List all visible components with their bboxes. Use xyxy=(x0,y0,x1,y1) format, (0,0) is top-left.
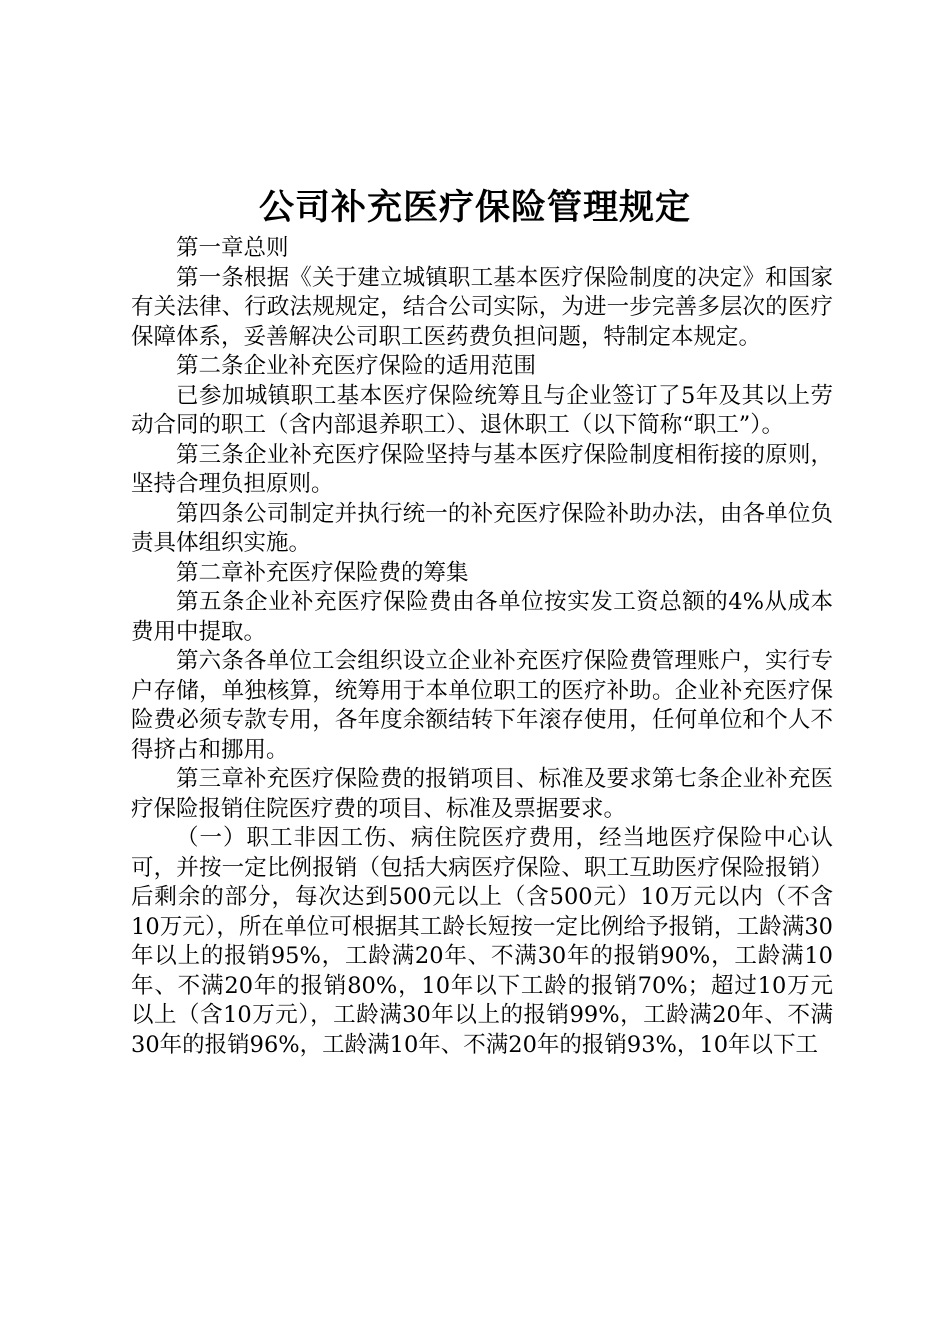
article-paragraph: 第六条各单位工会组织设立企业补充医疗保险费管理账户，实行专户存储，单独核算，统筹用于本单位职工的医疗补助。企业补充医疗保险费必须专款专用，各年度余额结转下年滚存使用，任何单位和个人不得挤占和挪用。 xyxy=(131,648,833,763)
article-paragraph: 第一条根据《关于建立城镇职工基本医疗保险制度的决定》和国家有关法律、行政法规规定，结合公司实际，为进一步完善多层次的医疗保障体系，妥善解决公司职工医药费负担问题，特制定本规定。 xyxy=(131,264,833,350)
article-paragraph: 第五条企业补充医疗保险费由各单位按实发工资总额的4%从成本费用中提取。 xyxy=(131,589,833,645)
article-paragraph: 已参加城镇职工基本医疗保险统筹且与企业签订了5年及其以上劳动合同的职工（含内部退养职工）、退休职工（以下简称“职工”）。 xyxy=(131,382,833,438)
article-heading: 第二条企业补充医疗保险的适用范围 xyxy=(176,353,537,379)
article-paragraph: 第三条企业补充医疗保险坚持与基本医疗保险制度相衔接的原则，坚持合理负担原则。 xyxy=(131,441,833,497)
chapter-heading: 第二章补充医疗保险费的筹集 xyxy=(176,559,469,586)
chapter-heading: 第三章补充医疗保险费的报销项目、标准及要求第七条企业补充医疗保险报销住院医疗费的项目、标准及票据要求。 xyxy=(131,766,833,822)
chapter-heading: 第一章总则 xyxy=(176,235,289,261)
article-paragraph: 第四条公司制定并执行统一的补充医疗保险补助办法，由各单位负责具体组织实施。 xyxy=(131,500,833,556)
document-body xyxy=(131,234,833,1060)
article-paragraph: （一）职工非因工伤、病住院医疗费用，经当地医疗保险中心认可，并按一定比例报销（包括大病医疗保险、职工互助医疗保险报销）后剩余的部分，每次达到500元以上（含500元）10万元以内（不含10万元），所在单位可根据其工龄长短按一定比例给予报销，工龄满30年以上的报销95%，工龄满20年、不满30年的报销90%，工龄满10年、不满20年的报销80%，10年以下工龄的报销70%；超过10万元以上（含10万元），工龄满30年以上的报销99%，工龄满20年、不满30年的报销96%，工龄满10年、不满20年的报销93%，10年以下工 xyxy=(131,825,833,1058)
document-title: 公司补充医疗保险管理规定 xyxy=(258,188,691,228)
